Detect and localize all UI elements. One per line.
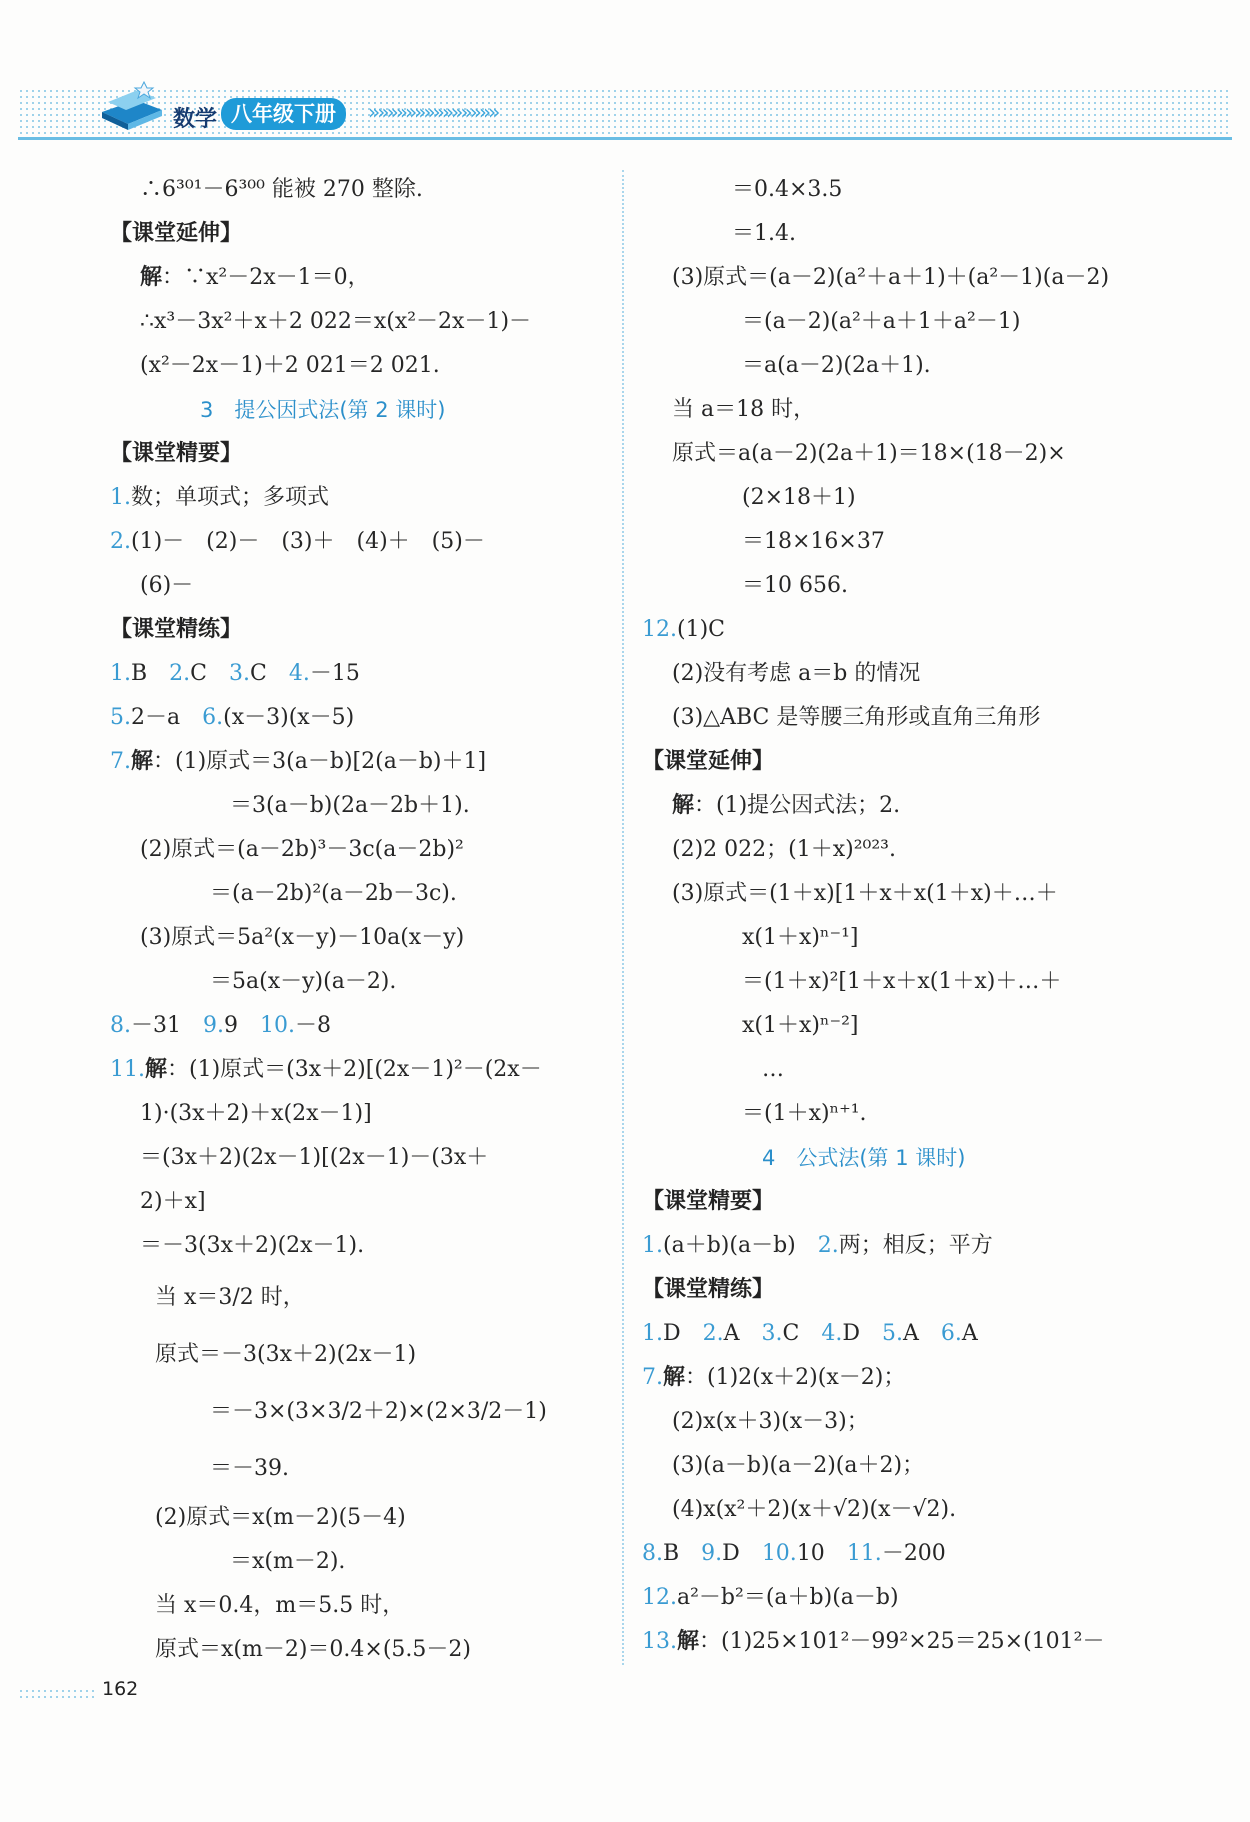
item-number: 2. bbox=[169, 661, 191, 686]
answer-line bbox=[642, 740, 1162, 784]
answer-line bbox=[110, 784, 610, 828]
answer-text: ＝0.4×3.5 bbox=[732, 177, 843, 202]
answer-text: x(1＋x)ⁿ⁻¹] bbox=[742, 925, 859, 950]
answer-text: (3)(a－b)(a－2)(a＋2)； bbox=[672, 1453, 925, 1478]
answer-text: ＝1.4. bbox=[732, 221, 796, 246]
item-number: 5. bbox=[110, 705, 131, 730]
answer-text: ∴6³⁰¹－6³⁰⁰ 能被 270 整除. bbox=[140, 177, 423, 202]
answer-line bbox=[642, 1356, 1162, 1400]
answer-line bbox=[110, 564, 610, 608]
item-number: 7. bbox=[110, 749, 131, 774]
item-number: 5. bbox=[882, 1321, 904, 1346]
answer-line bbox=[110, 300, 610, 344]
solution-label: 解 bbox=[131, 749, 154, 774]
header-rule bbox=[18, 137, 1232, 140]
answer-text: ＝5a(x－y)(a－2). bbox=[210, 969, 397, 994]
answer-text: ：(1)原式＝(3x＋2)[(2x－1)²－(2x－ bbox=[167, 1057, 542, 1082]
answer-text: C bbox=[190, 661, 230, 686]
answer-text: ：(1)2(x＋2)(x－2)； bbox=[685, 1365, 906, 1390]
answer-line bbox=[642, 1224, 1162, 1268]
answer-text: 1)·(3x＋2)＋x(2x－1)] bbox=[140, 1101, 372, 1126]
page-number: 162 bbox=[102, 1678, 139, 1700]
answer-text: (2)没有考虑 a＝b 的情况 bbox=[672, 661, 921, 686]
item-number: 2. bbox=[702, 1321, 724, 1346]
answer-line bbox=[642, 1092, 1162, 1136]
answer-text: ＝(a－2b)²(a－2b－3c). bbox=[210, 881, 457, 906]
answer-text: ＝－3(3x＋2)(2x－1). bbox=[140, 1233, 365, 1258]
solution-label: 解 bbox=[663, 1365, 686, 1390]
answer-line bbox=[110, 256, 610, 300]
answer-text: 原式＝x(m－2)＝0.4×(5.5－2) bbox=[155, 1637, 472, 1662]
answer-line bbox=[110, 1540, 610, 1584]
answer-line bbox=[642, 520, 1162, 564]
answer-line bbox=[642, 1312, 1162, 1356]
answer-line bbox=[110, 696, 610, 740]
answer-text: 当 x＝0.4，m＝5.5 时， bbox=[155, 1593, 405, 1618]
answer-text: 9 bbox=[224, 1013, 260, 1038]
answer-line bbox=[110, 916, 610, 960]
answer-line bbox=[642, 916, 1162, 960]
item-number: 9. bbox=[701, 1541, 723, 1566]
answer-line bbox=[642, 828, 1162, 872]
answer-text: 2)＋x] bbox=[140, 1189, 206, 1214]
item-number: 7. bbox=[642, 1365, 663, 1390]
answer-text: x(1＋x)ⁿ⁻²] bbox=[742, 1013, 859, 1038]
item-number: 2. bbox=[110, 529, 131, 554]
answer-text: －200 bbox=[881, 1541, 946, 1566]
subject-label: 数学 bbox=[173, 107, 218, 132]
answer-line bbox=[110, 344, 610, 388]
answer-text: ＝(1＋x)²[1＋x＋x(1＋x)＋…＋ bbox=[742, 969, 1062, 994]
answer-line bbox=[642, 256, 1162, 300]
answer-text: ＝a(a－2)(2a＋1). bbox=[742, 353, 931, 378]
answer-text: (a＋b)(a－b) bbox=[663, 1233, 818, 1258]
book-icon bbox=[96, 78, 166, 134]
column-divider bbox=[622, 170, 624, 1665]
answer-text: A bbox=[961, 1321, 978, 1346]
answer-text: A bbox=[903, 1321, 941, 1346]
answer-text: 【课堂精要】 bbox=[642, 1189, 775, 1214]
answer-text: D bbox=[842, 1321, 883, 1346]
answer-text: ＝(1＋x)ⁿ⁺¹. bbox=[742, 1101, 867, 1126]
answer-text: (2)原式＝(a－2b)³－3c(a－2b)² bbox=[140, 837, 464, 862]
answer-line bbox=[110, 1136, 610, 1180]
answer-text: ＝10 656. bbox=[742, 573, 848, 598]
answer-line bbox=[110, 608, 610, 652]
answer-line bbox=[110, 740, 610, 784]
answer-text: (6)－ bbox=[140, 573, 194, 598]
item-number: 8. bbox=[642, 1541, 663, 1566]
item-number: 1. bbox=[110, 485, 131, 510]
item-number: 11. bbox=[846, 1541, 882, 1566]
grade-badge: 八年级下册 bbox=[221, 98, 346, 130]
answer-line bbox=[642, 168, 1162, 212]
answer-line bbox=[110, 1584, 610, 1628]
answer-text: C bbox=[250, 661, 289, 686]
answer-line bbox=[110, 1628, 610, 1672]
item-number: 1. bbox=[642, 1233, 663, 1258]
answer-text: 10 bbox=[796, 1541, 847, 1566]
item-number: 12. bbox=[642, 617, 677, 642]
answer-text: 【课堂延伸】 bbox=[642, 749, 775, 774]
answer-text: A bbox=[723, 1321, 762, 1346]
answer-line bbox=[642, 696, 1162, 740]
answer-text: 当 x＝3/2 时， bbox=[155, 1285, 305, 1310]
solution-label: 解 bbox=[672, 793, 695, 818]
answer-line bbox=[642, 1620, 1162, 1664]
answer-text: －31 bbox=[131, 1013, 203, 1038]
answer-line bbox=[110, 1224, 610, 1268]
answer-line bbox=[110, 1442, 610, 1496]
item-number: 4. bbox=[288, 661, 310, 686]
answer-text: (x－3)(x－5) bbox=[223, 705, 355, 730]
answer-line bbox=[110, 476, 610, 520]
answer-text: 两；相反；平方 bbox=[838, 1233, 993, 1258]
answer-line bbox=[642, 1400, 1162, 1444]
answer-line bbox=[110, 1328, 610, 1382]
footer-bar bbox=[18, 1688, 96, 1698]
answer-line bbox=[642, 344, 1162, 388]
answer-text: 2－a bbox=[131, 705, 203, 730]
answer-line bbox=[110, 212, 610, 256]
answer-line bbox=[642, 784, 1162, 828]
item-number: 10. bbox=[260, 1013, 295, 1038]
answer-line bbox=[642, 1048, 1162, 1092]
answer-text: … bbox=[762, 1057, 784, 1082]
answer-text: 【课堂延伸】 bbox=[110, 221, 243, 246]
answer-line bbox=[642, 960, 1162, 1004]
answer-line bbox=[642, 1180, 1162, 1224]
answer-line bbox=[642, 872, 1162, 916]
answer-line bbox=[642, 652, 1162, 696]
answer-text: ∴x³－3x²＋x＋2 022＝x(x²－2x－1)－ bbox=[140, 309, 532, 334]
answer-text: ＝18×16×37 bbox=[742, 529, 885, 554]
answer-line bbox=[642, 1004, 1162, 1048]
answer-line bbox=[642, 1444, 1162, 1488]
answer-text: 原式＝a(a－2)(2a＋1)＝18×(18－2)× bbox=[672, 441, 1066, 466]
answer-text: ＝－3×(3×3/2＋2)×(2×3/2－1) bbox=[210, 1399, 547, 1424]
answer-text: 【课堂精练】 bbox=[642, 1277, 775, 1302]
answer-text: ＝(a－2)(a²＋a＋1＋a²－1) bbox=[742, 309, 1021, 334]
answer-text: －15 bbox=[309, 661, 360, 686]
answer-line bbox=[642, 388, 1162, 432]
item-number: 1. bbox=[642, 1321, 663, 1346]
solution-label: 解 bbox=[140, 265, 163, 290]
item-number: 6. bbox=[940, 1321, 962, 1346]
answer-line bbox=[642, 1532, 1162, 1576]
answer-text: －8 bbox=[295, 1013, 331, 1038]
answer-line bbox=[642, 608, 1162, 652]
right-column bbox=[642, 168, 1162, 1664]
answer-line bbox=[642, 564, 1162, 608]
answer-text: C bbox=[782, 1321, 822, 1346]
answer-line bbox=[642, 1268, 1162, 1312]
answer-line bbox=[110, 432, 610, 476]
solution-label: 解 bbox=[677, 1629, 700, 1654]
item-number: 2. bbox=[817, 1233, 839, 1258]
answer-text: (2)x(x＋3)(x－3)； bbox=[672, 1409, 869, 1434]
answer-text: (x²－2x－1)＋2 021＝2 021. bbox=[140, 353, 440, 378]
left-column bbox=[110, 168, 610, 1672]
answer-text: (1)－ (2)－ (3)＋ (4)＋ (5)－ bbox=[131, 529, 485, 554]
answer-line bbox=[110, 168, 610, 212]
answer-text: ：(1)25×101²－99²×25＝25×(101²－ bbox=[699, 1629, 1105, 1654]
answer-line bbox=[642, 212, 1162, 256]
answer-line bbox=[110, 1092, 610, 1136]
answer-line bbox=[642, 476, 1162, 520]
answer-text: ＝－39. bbox=[210, 1456, 289, 1481]
item-number: 13. bbox=[642, 1629, 677, 1654]
item-number: 8. bbox=[110, 1013, 131, 1038]
item-number: 10. bbox=[761, 1541, 797, 1566]
header-arrows: »»»»»»»»»»»»»» bbox=[368, 100, 498, 124]
answer-line bbox=[110, 872, 610, 916]
answer-text: (3)△ABC 是等腰三角形或直角三角形 bbox=[672, 705, 1041, 730]
answer-line bbox=[110, 1382, 610, 1442]
answer-line bbox=[110, 1048, 610, 1092]
answer-line bbox=[110, 828, 610, 872]
answer-text: D bbox=[663, 1321, 703, 1346]
answer-line bbox=[642, 1136, 1162, 1180]
answer-line bbox=[110, 652, 610, 696]
item-number: 9. bbox=[203, 1013, 224, 1038]
answer-line bbox=[110, 388, 610, 432]
page-header bbox=[18, 88, 1232, 140]
item-number: 3. bbox=[229, 661, 251, 686]
answer-text: ＝3(a－b)(2a－2b＋1). bbox=[230, 793, 470, 818]
answer-text: (3)原式＝5a²(x－y)－10a(x－y) bbox=[140, 925, 465, 950]
answer-text: 当 a＝18 时， bbox=[672, 397, 816, 422]
answer-line bbox=[642, 432, 1162, 476]
answer-text: (2×18＋1) bbox=[742, 485, 856, 510]
item-number: 6. bbox=[202, 705, 224, 730]
answer-text: 3 提公因式法(第 2 课时) bbox=[200, 398, 446, 422]
answer-line bbox=[642, 1488, 1162, 1532]
answer-text: (2)2 022；(1＋x)²⁰²³. bbox=[672, 837, 896, 862]
answer-text: ＝x(m－2). bbox=[230, 1549, 346, 1574]
answer-text: (1)C bbox=[677, 617, 725, 642]
answer-text: 【课堂精练】 bbox=[110, 617, 243, 642]
answer-text: 4 公式法(第 1 课时) bbox=[762, 1146, 966, 1170]
answer-text: ：∵x²－2x－1＝0， bbox=[162, 265, 370, 290]
solution-label: 解 bbox=[145, 1057, 168, 1082]
answer-text: (4)x(x²＋2)(x＋√2)(x－√2). bbox=[672, 1497, 957, 1522]
answer-text: B bbox=[131, 661, 170, 686]
answer-line bbox=[110, 1496, 610, 1540]
answer-text: 数；单项式；多项式 bbox=[131, 485, 330, 510]
item-number: 3. bbox=[761, 1321, 783, 1346]
answer-line bbox=[110, 520, 610, 564]
item-number: 12. bbox=[642, 1585, 677, 1610]
answer-line bbox=[110, 1180, 610, 1224]
item-number: 1. bbox=[110, 661, 131, 686]
answer-line bbox=[110, 1268, 610, 1328]
item-number: 11. bbox=[110, 1057, 145, 1082]
answer-text: ：(1)提公因式法；2. bbox=[694, 793, 901, 818]
answer-text: 【课堂精要】 bbox=[110, 441, 243, 466]
answer-text: ：(1)原式＝3(a－b)[2(a－b)＋1] bbox=[153, 749, 487, 774]
answer-text: a²－b²＝(a＋b)(a－b) bbox=[677, 1585, 899, 1610]
answer-line bbox=[110, 960, 610, 1004]
answer-text: B bbox=[663, 1541, 702, 1566]
answer-text: (3)原式＝(a－2)(a²＋a＋1)＋(a²－1)(a－2) bbox=[672, 265, 1110, 290]
answer-text: D bbox=[722, 1541, 762, 1566]
answer-text: 原式＝－3(3x＋2)(2x－1) bbox=[155, 1342, 417, 1367]
answer-line bbox=[642, 300, 1162, 344]
item-number: 4. bbox=[821, 1321, 843, 1346]
answer-text: (2)原式＝x(m－2)(5－4) bbox=[155, 1505, 406, 1530]
answer-text: (3)原式＝(1＋x)[1＋x＋x(1＋x)＋…＋ bbox=[672, 881, 1058, 906]
answer-line bbox=[110, 1004, 610, 1048]
answer-text: ＝(3x＋2)(2x－1)[(2x－1)－(3x＋ bbox=[140, 1145, 489, 1170]
answer-line bbox=[642, 1576, 1162, 1620]
